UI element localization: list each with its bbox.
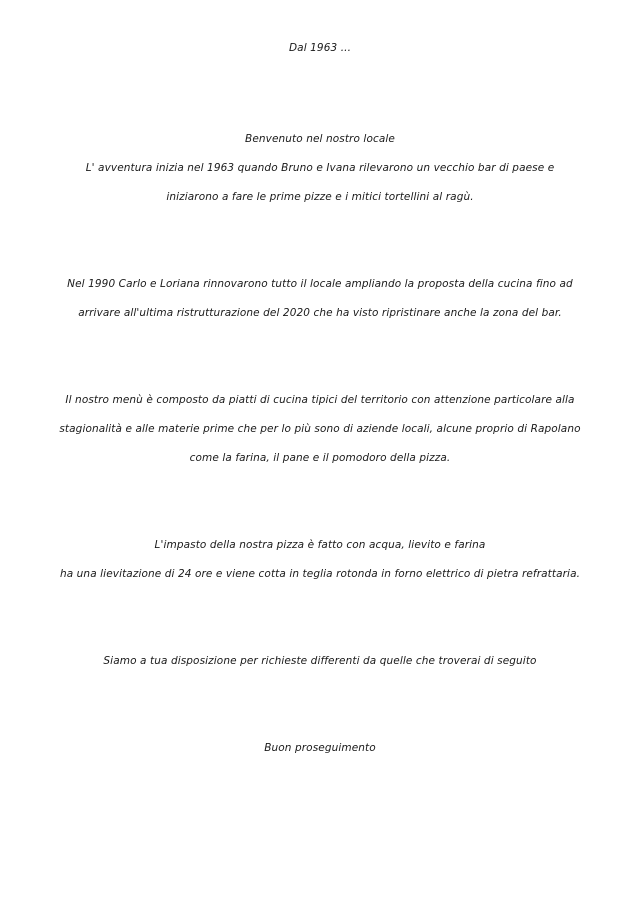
menu-description-line-2: stagionalità e alle materie prime che per lo più sono di aziende locali, alcune proprio di Rapolano bbox=[59, 423, 581, 435]
closing-text: Buon proseguimento bbox=[264, 742, 376, 754]
pizza-dough-line-1: L'impasto della nostra pizza è fatto con acqua, lievito e farina bbox=[154, 539, 486, 551]
history-line-2: iniziarono a fare le prime pizze e i mitici tortellini al ragù. bbox=[166, 191, 474, 203]
pizza-dough-line-2: ha una lievitazione di 24 ore e viene cotta in teglia rotonda in forno elettrico di pietra refrattaria. bbox=[59, 568, 581, 580]
history-line-1: L' avventura inizia nel 1963 quando Bruno e Ivana rilevarono un vecchio bar di paese e bbox=[85, 162, 555, 174]
menu-description-line-1: Il nostro menù è composto da piatti di cucina tipici del territorio con attenzione particolare alla bbox=[65, 394, 575, 406]
availability-note: Siamo a tua disposizione per richieste differenti da quelle che troverai di seguito bbox=[103, 655, 537, 667]
renovation-line-1: Nel 1990 Carlo e Loriana rinnovarono tutto il locale ampliando la proposta della cucina fino ad bbox=[67, 278, 573, 290]
renovation-line-2: arrivare all'ultima ristrutturazione del 2020 che ha visto ripristinare anche la zona del bar. bbox=[78, 307, 562, 319]
welcome-heading: Benvenuto nel nostro locale bbox=[245, 133, 395, 145]
intro-heading: Dal 1963 ... bbox=[288, 42, 352, 54]
menu-description-line-3: come la farina, il pane e il pomodoro della pizza. bbox=[189, 452, 451, 464]
